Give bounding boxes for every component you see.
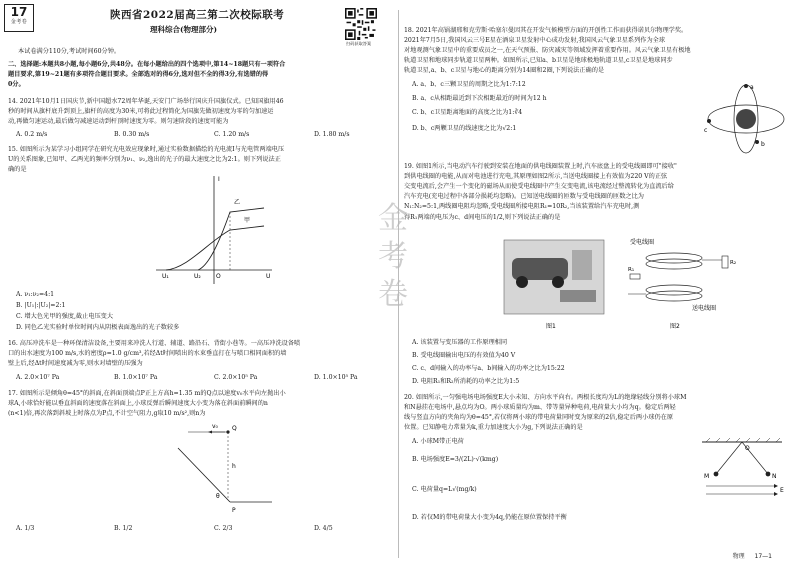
q15-curve-label-1: 乙 [234, 199, 241, 206]
q19-receive-coil-bottom [646, 259, 702, 269]
q14-option-a[interactable]: A. 0.2 m/s [16, 131, 48, 138]
q17-option-d[interactable]: D. 4/5 [314, 525, 333, 532]
q15-option-c[interactable]: C. 增大色光甲的强度,截止电压变大 [16, 313, 114, 320]
q14-option-d[interactable]: D. 1.80 m/s [314, 131, 350, 138]
q19-text-line-3: 交变电流后,会产生一个变化的磁场从而使受电线圈中产生交变电流,该电流经过整流转化为直流后给 [404, 183, 674, 190]
q16-text-line-3: 壁上后,经Δt时间速度减为零,则水对墙壁的压强为 [8, 360, 143, 367]
q15-curve-b [198, 208, 264, 270]
q19-r1-label: R₁ [628, 267, 635, 273]
q14-text-line-3: 动,再做匀速运动,最后做匀减速运动到杆顶时速度为零。则匀速阶段的速度可能为 [8, 118, 229, 125]
q15-y-axis-label: I [218, 176, 220, 183]
q19-fig1-caption: 图1 [546, 323, 556, 330]
q15-origin-label: O [216, 273, 221, 280]
section-instructions-line-2: 题目要求,第19~21题有多项符合题目要求。全部选对的得6分,选对但不全的得3分,有选错的得 [8, 71, 269, 78]
q17-q-label: Q [232, 425, 237, 432]
q19-charger-station [572, 250, 592, 280]
q15-u2-label: U₂ [194, 273, 201, 280]
q18-text-line-3: 对地观测气象卫星中的重要成员之一,在天气预报、防灾减灾等领域发挥着重要作用。风云气象卫星有极地 [404, 47, 691, 54]
q17-ball [226, 430, 229, 433]
qr-label: 扫码获取答案 [346, 41, 372, 46]
q14-option-b[interactable]: B. 0.30 m/s [114, 131, 150, 138]
badge-number: 17 [10, 5, 28, 19]
paper-number-badge [4, 4, 34, 32]
exam-info-line: 本试卷满分110分,考试时间60分钟。 [18, 48, 121, 55]
q17-p-label: P [232, 507, 236, 514]
q20-o-label: O [745, 445, 750, 452]
q20-field-arrowhead-1 [774, 484, 778, 488]
q19-car-wheel-rear [552, 276, 564, 288]
q19-option-c[interactable]: C. c、d间输入的功率与a、b间输入的功率之比为15:22 [412, 365, 565, 372]
q15-curve-label-2: 甲 [244, 217, 251, 224]
q20-ceiling-hatch [706, 438, 780, 442]
q18-label-a: a [750, 84, 754, 91]
q15-photoelectric-graph [148, 172, 278, 290]
q19-send-coil-bottom [646, 291, 702, 301]
q19-figure-1 [500, 236, 610, 332]
q20-option-a[interactable]: A. 小球M带正电荷 [412, 438, 464, 445]
q17-text-line-1: 17. 如图所示是倾角θ=45°的斜面,在斜面顶端点P正上方高h=1.35 m的Q点以速度v₀水平向左抛出小 [8, 390, 286, 397]
q19-option-b[interactable]: B. 受电线圈输出电压的有效值为40 V [412, 352, 516, 359]
q19-car-wheel-front [516, 276, 528, 288]
q19-text-line-1: 19. 如图1所示,当电动汽车行驶到安装在地面的供电线圈装置上时,汽车底盘上的受电线圈即可"接收" [404, 163, 677, 170]
q18-text-line-4: 轨道卫星和地球同步轨道卫星两种。如图所示,已知a、b卫星是地球极地轨道卫星,c卫星是地球同步 [404, 57, 673, 64]
q14-option-c[interactable]: C. 1.20 m/s [214, 131, 250, 138]
q19-charging-pad [560, 290, 596, 302]
q19-fig2-caption: 图2 [670, 323, 680, 330]
q18-option-d[interactable]: D. b、c两颗卫星的线速度之比为√2:1 [412, 125, 517, 132]
q15-option-a[interactable]: A. ν₁:ν₂=4:1 [16, 291, 55, 298]
q16-option-a[interactable]: A. 2.0×10⁷ Pa [16, 374, 60, 381]
q20-m-label: M [704, 473, 710, 480]
q18-text-line-2: 2021年7月5日,我国风云三号E星在酒泉卫星发射中心成功发射,我国风云气象卫星系列作为全球 [404, 37, 666, 44]
q15-u1-label: U₁ [162, 273, 169, 280]
q15-text-line-3: 确的是 [8, 166, 27, 173]
q20-text-line-3: 线与竖直方向的夹角均为θ=45°,若仅将两小球的带电荷量同时变为原来的2倍,稳定后两小球仍在原 [404, 414, 674, 421]
q18-label-b: b [761, 141, 765, 148]
q19-receive-coil-top [646, 253, 702, 263]
q17-option-b[interactable]: B. 1/2 [114, 525, 133, 532]
q19-resistor-r1 [630, 274, 640, 279]
exam-title: 陕西省2022届高三第二次校际联考 [110, 9, 285, 21]
q17-text-line-2: 球A,小球恰好能以垂直斜面的速度落在斜面上,小球反弹后瞬间速度大小变为落在斜面前瞬间的n [8, 400, 268, 407]
q16-option-d[interactable]: D. 1.0×10⁵ Pa [314, 374, 358, 381]
q16-text-line-1: 16. 高压冲洗车是一种环保清洁设备,主要用来冲洗人行道、辅道、路沿石、背街小巷等。一高压冲洗设备喷 [8, 340, 301, 347]
q19-option-d[interactable]: D. 电阻R₁和R₂所消耗的功率之比为1:5 [412, 378, 520, 385]
footer [733, 551, 772, 560]
q20-ball-n [766, 472, 771, 477]
q20-ball-m [714, 472, 719, 477]
q20-e-label: E [780, 487, 784, 494]
q17-incline-figure [168, 418, 278, 518]
section-instructions-line-1: 二、选择题:本题共8小题,每小题6分,共48分。在每小题给出的四个选项中,第14~18题只有一项符合 [8, 61, 286, 68]
q19-send-coil-label: 送电线圈 [692, 305, 717, 312]
q17-option-a[interactable]: A. 1/3 [16, 525, 35, 532]
q18-earth-icon [736, 109, 756, 129]
q18-option-a[interactable]: A. a、b、c三颗卫星的周期之比为1:7:12 [412, 81, 526, 88]
q18-option-b[interactable]: B. a、c从相距最近到下次相距最近的时间为12 h [412, 95, 547, 102]
q20-text-line-4: 位置。已知静电力常量为k,重力加速度大小为g,下列说法正确的是 [404, 424, 583, 431]
exam-subtitle: 理科综合(物理部分) [150, 25, 218, 34]
q20-option-d[interactable]: D. 若仅M的带电荷量大小变为4q,仍能在原位置保持平衡 [412, 514, 567, 521]
q19-r2-label: R₂ [730, 260, 737, 266]
q16-option-c[interactable]: C. 2.0×10⁵ Pa [214, 374, 258, 381]
q19-resistor-r2 [722, 256, 728, 268]
q18-label-c: c [704, 127, 708, 134]
q20-option-b[interactable]: B. 电场强度E=3/(2L)·√(kmg) [412, 456, 499, 463]
q17-text-line-3: (n<1)倍,再次落到斜坡上时落点为P点,不计空气阻力,g取10 m/s²,则n为 [8, 410, 206, 417]
q16-text-line-2: 口的出水速度为100 m/s,水的密度ρ=1.0 g/cm³,若经Δt时间喷出的水束垂直打在与喷口相同面积的墙 [8, 350, 287, 357]
qr-code-icon [345, 8, 377, 40]
q17-v0-label: v₀ [212, 423, 218, 430]
q17-option-c[interactable]: C. 2/3 [214, 525, 233, 532]
q20-text-line-1: 20. 如图所示,一匀强电场电场强度E大小未知、方向水平向右。两根长度均为L的绝缘轻线分别将小球M [404, 394, 687, 401]
q15-x-axis-label: U [266, 273, 271, 280]
q15-option-b[interactable]: B. |U₁|:|U₂|=2:1 [16, 302, 66, 309]
q18-satellite-c [707, 119, 711, 123]
q14-text-line-1: 14. 2021年10月1日国庆节,新中国超水72周年华诞,天安门广场举行国庆升国旗仪式。已知国旗用46 [8, 98, 284, 105]
q19-receive-coil-label: 受电线圈 [630, 239, 655, 246]
q20-string-m [716, 442, 742, 474]
watermark-text: 金 考 卷 [378, 201, 408, 312]
q15-option-d[interactable]: D. 同色乙光实验时单位时间内从阴极表面逸出的光子数较多 [16, 324, 180, 331]
q19-text-line-2: 到供电线圈的电能,从而对电池进行充电,其原理如图2所示,当送电线圈接上有效值为220 V的正弦 [404, 173, 668, 180]
q19-option-a[interactable]: A. 该装置与变压器的工作原理相同 [412, 339, 508, 346]
q17-theta-label: θ [216, 493, 220, 500]
q19-text-line-6: 得R₁两端的电压为c、d间电压的1/2,则下列说法正确的是 [404, 214, 561, 221]
q18-text-line-1: 18. 2021年高锅湖邢和克劳斯·哈塞尔曼因其在开发气候模型方面的开创性工作而获得诺贝尔物理学奖。 [404, 27, 688, 34]
q17-incline [178, 448, 230, 502]
q20-field-arrowhead-2 [774, 492, 778, 496]
q15-text-line-2: U的关系图象,已知甲、乙两光的频率分别为ν₁、ν₂,逸出的光子的最大速度之比为2:1。则下列说法正 [8, 156, 281, 163]
footer-subject: 物理 [732, 553, 745, 560]
q15-text-line-1: 15. 如图所示为某学习小组同学在研究光电效应现象时,通过实验数据描绘的光电流I与光电管两端电压 [8, 146, 285, 153]
q20-text-line-2: 和N悬挂在电场中,悬点均为O。两小球质量均为m、带等量异种电荷,电荷量大小均为q。稳定后两轻 [404, 404, 676, 411]
q20-option-c[interactable]: C. 电荷量q=L√(mg/k) [412, 486, 477, 493]
q18-text-line-5: 轨道卫星,a、b、c卫星与地心的距离分别为14圈和2圈,下列说法正确的是 [404, 67, 605, 74]
badge-label: 金考卷 [10, 19, 28, 25]
footer-page-number: 17—1 [754, 553, 772, 560]
q18-satellite-a [744, 84, 748, 88]
q20-pendulum-figure [696, 434, 788, 506]
q19-figure-2 [622, 236, 742, 332]
q16-option-b[interactable]: B. 1.0×10⁷ Pa [114, 374, 158, 381]
q18-orbit-figure [704, 82, 788, 156]
q17-h-label: h [232, 463, 236, 470]
section-instructions-line-3: 0分。 [8, 81, 25, 88]
q18-option-c[interactable]: C. b、c卫星距离地面的高度之比为1:∛4 [412, 109, 523, 116]
q19-text-line-4: 汽车充电(充电过程中各部分损耗均忽略)。已知送电线圈的匝数与受电线圈的匝数之比为 [404, 193, 644, 200]
q18-satellite-b [755, 140, 759, 144]
q20-n-label: N [772, 473, 777, 480]
q19-text-line-5: N₁:N₂=5:1,两线圈电阻均忽略,受电线圈所接电阻R₁=10R₂,当该装置给汽车充电时,测 [404, 203, 640, 210]
q14-text-line-2: 秒的时间从旗杆底升到顶上,旗杆的高度为30米,可将此过程简化为国旗先做初速度为零的匀加速运 [8, 108, 274, 115]
q17-velocity-arrowhead [208, 431, 212, 434]
q19-send-coil-top [646, 285, 702, 295]
